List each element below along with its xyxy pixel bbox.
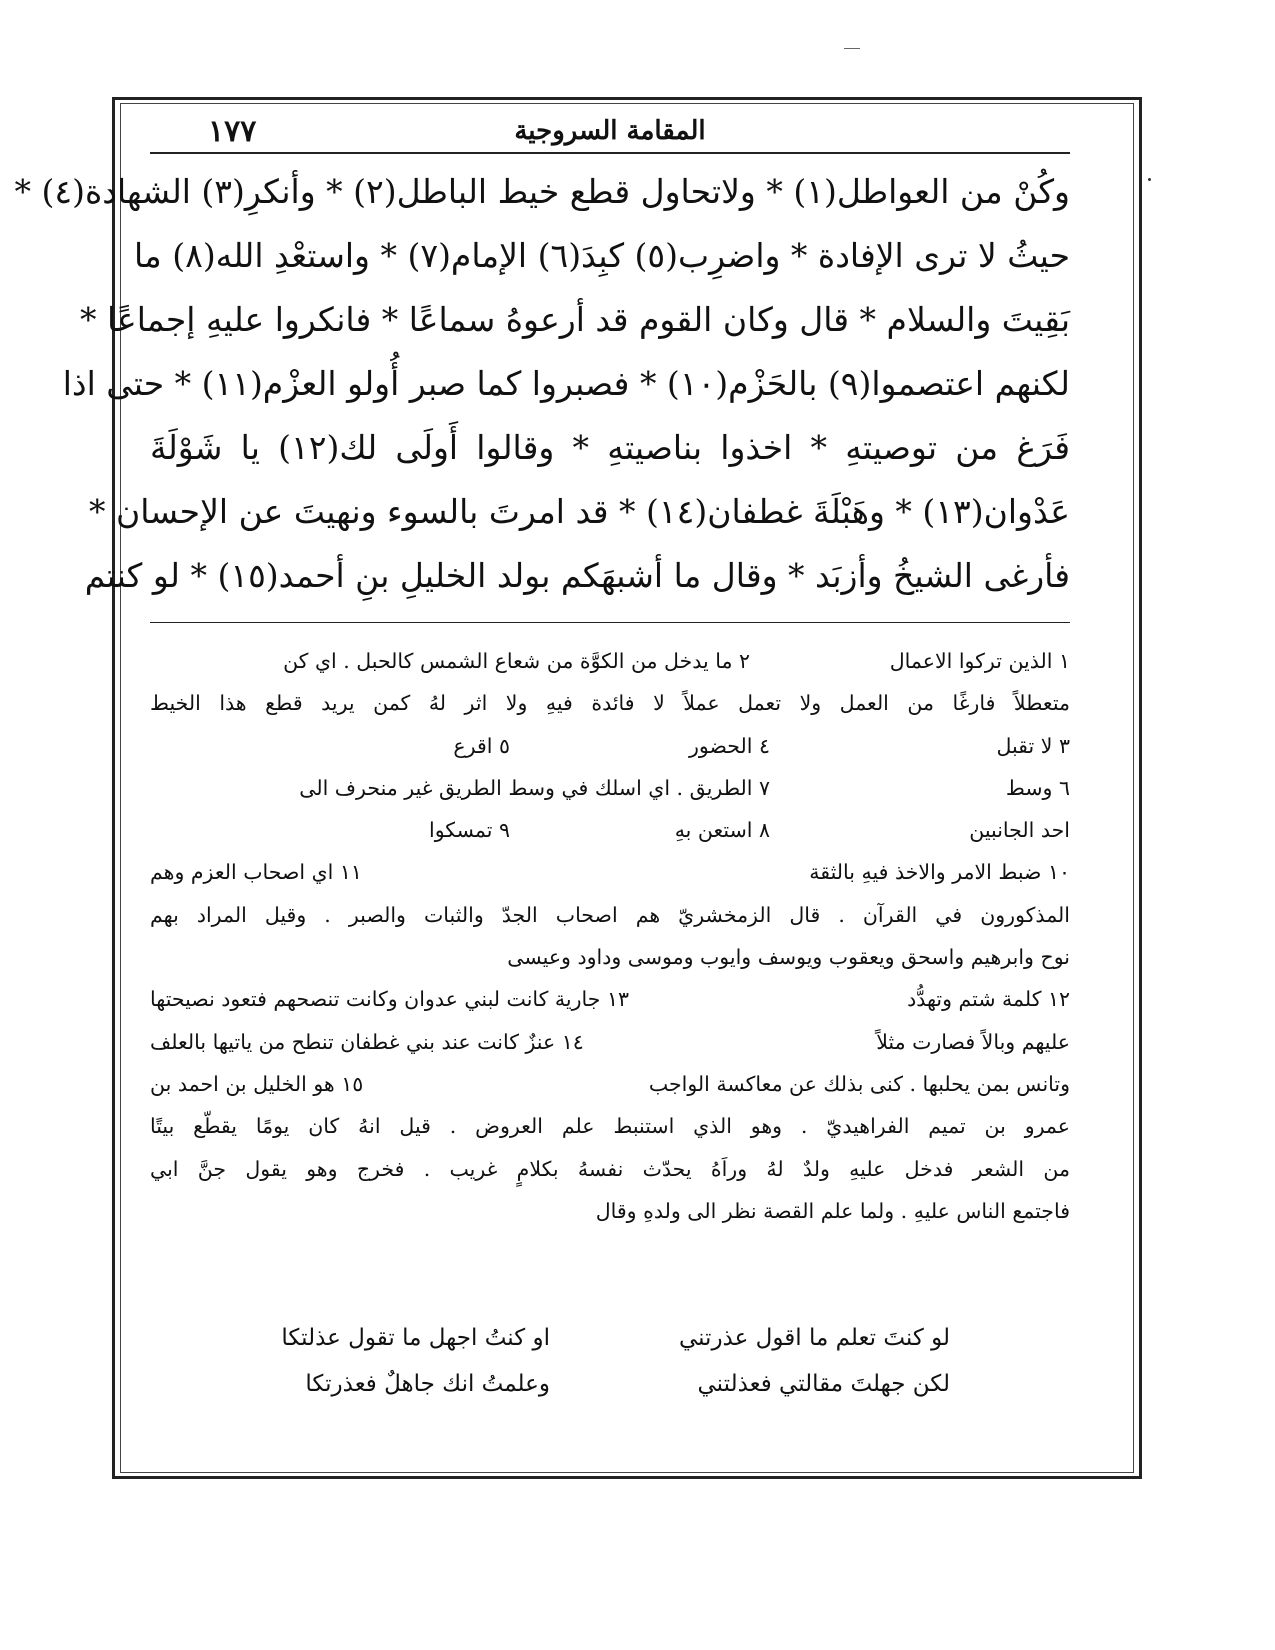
- footnote-line: نوح وابرهيم واسحق ويعقوب ويوسف وايوب وموسى وداود وعيسى: [507, 945, 1070, 970]
- poem-verse: [150, 1315, 1070, 1361]
- footnote-line: [150, 809, 1070, 851]
- footnote-10: ١٠ ضبط الامر والاخذ فيهِ بالثقة: [809, 860, 1070, 885]
- footnote-line: [150, 1063, 1070, 1105]
- footnote-line: عمرو بن تميم الفراهيديّ . وهو الذي استنبط علم العروض . قيل انهُ كان يومًا يقطّع بيتًا: [150, 1114, 1070, 1139]
- footnote-line: [150, 978, 1070, 1020]
- text-line: وكُنْ من العواطل(١) * ولاتحاول قطع خيط الباطل(٢) * وأنكرِ(٣) الشهادة(٤) *: [14, 172, 1070, 211]
- footnote-2: ٢ ما يدخل من الكوَّة من شعاع الشمس كالحبل . اي كن: [283, 649, 750, 673]
- footnote-11: ١١ اي اصحاب العزم وهم: [150, 860, 362, 885]
- footnote-9: ٩ تمسكوا: [429, 818, 510, 843]
- text-line: بَقِيتَ والسلام * قال وكان القوم قد أرعوهُ سماعًا * فانكروا عليهِ إجماعًا *: [80, 300, 1070, 339]
- text-line: فأرغى الشيخُ وأزبَد * وقال ما أشبهَكم بولد الخليلِ بنِ أحمد(١٥) * لو كنتم: [84, 556, 1070, 595]
- text-line: عَدْوان(١٣) * وهَبْلَةَ غطفان(١٤) * قد امرتَ بالسوء ونهيتَ عن الإحسان *: [88, 492, 1070, 531]
- footnote-line: [150, 725, 1070, 767]
- footnote-6: ٦ وسط: [1005, 775, 1070, 800]
- footnote-line: من الشعر فدخل عليهِ ولدٌ لهُ وراَهُ يحدّث نفسهُ بكلامٍ غريب . فخرج وهو يقول جنَّ ابي: [150, 1156, 1070, 1181]
- footnote-cont: عليهم وبالاً فصارت مثلاً: [876, 1029, 1070, 1054]
- footnote-4: ٤ الحضور: [689, 733, 770, 758]
- poem: [150, 1315, 1070, 1407]
- footnote-14: ١٤ عنزٌ كانت عند بني غطفان تنطح من ياتيها بالعلف: [150, 1029, 584, 1054]
- page-number: ١٧٧: [208, 114, 257, 149]
- footnote-line: متعطلاً فارغًا من العمل ولا تعمل عملاً لا فائدة فيهِ ولا اثر لهُ كمن يريد قطع هذا الخيط: [150, 691, 1070, 716]
- footnote-3: ٣ لا تقبل: [996, 733, 1070, 758]
- text-line: حيثُ لا ترى الإفادة * واضرِب(٥) كبِدَ(٦) الإمام(٧) * واستعْدِ الله(٨) ما: [133, 236, 1070, 275]
- poem-verse: [150, 1361, 1070, 1407]
- hemistich: لكن جهلتَ مقالتي فعذلتني: [697, 1371, 950, 1397]
- footnote-5: ٥ اقرع: [453, 733, 510, 758]
- footnote-8: ٨ استعن بهِ: [674, 818, 770, 843]
- hemistich: وعلمتُ انك جاهلٌ فعذرتكا: [305, 1371, 550, 1397]
- footnote-line: [150, 767, 1070, 809]
- footnote-1: ١ الذين تركوا الاعمال: [889, 649, 1070, 673]
- footnote-line: [150, 1021, 1070, 1063]
- footnote-line: فاجتمع الناس عليهِ . ولما علم القصة نظر الى ولدهِ وقال: [595, 1198, 1070, 1223]
- hemistich: او كنتُ اجهل ما تقول عذلتكا: [281, 1325, 550, 1351]
- footnote-13: ١٣ جارية كانت لبني عدوان وكانت تنصحهم فتعود نصيحتها: [150, 987, 629, 1012]
- header-rule: [150, 152, 1070, 154]
- page-title: المقامة السروجية: [514, 116, 706, 146]
- footnote-cont: وتانس بمن يحلبها . كنى بذلك عن معاكسة الواجب: [648, 1071, 1070, 1096]
- footnote-12: ١٢ كلمة شتم وتهدُّد: [907, 987, 1070, 1012]
- footnote-rule: [150, 622, 1070, 623]
- main-text: [14, 160, 1070, 608]
- text-line: لكنهم اعتصموا(٩) بالحَزْم(١٠) * فصبروا كما صبر أُولو العزْم(١١) * حتى اذا: [62, 364, 1070, 403]
- speck: [1148, 178, 1151, 181]
- footnote-line: المذكورون في القرآن . قال الزمخشريّ هم اصحاب الجدّ والثبات والصبر . وقيل المراد بهم: [150, 902, 1070, 927]
- text-line: فَرَغ من توصيتهِ * اخذوا بناصيتهِ * وقالوا أَولَى لك(١٢) يا شَوْلَةَ: [150, 428, 1070, 467]
- top-mark: [844, 48, 860, 49]
- footnote-line: [150, 851, 1070, 893]
- footnote-line: [150, 640, 1070, 682]
- footnote-cont: احد الجانبين: [969, 818, 1070, 843]
- hemistich: لو كنتَ تعلم ما اقول عذرتني: [678, 1325, 950, 1351]
- footnotes: [150, 640, 1070, 1232]
- footnote-15: ١٥ هو الخليل بن احمد بن: [150, 1071, 364, 1096]
- running-header: [150, 112, 1070, 154]
- footnote-7: ٧ الطريق . اي اسلك في وسط الطريق غير منحرف الى: [299, 775, 770, 800]
